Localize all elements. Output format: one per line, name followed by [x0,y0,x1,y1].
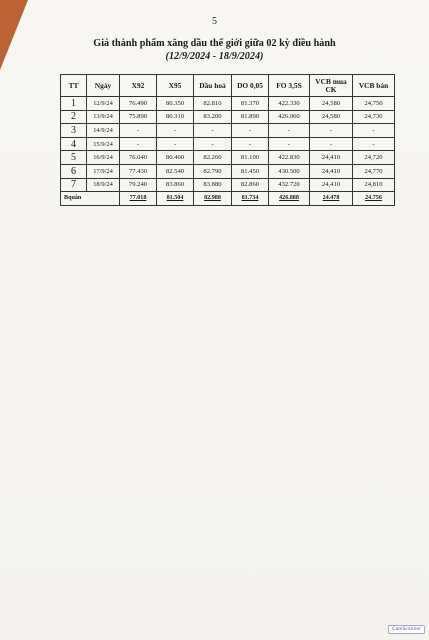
cell-fuel-oil: 422.830 [269,151,310,165]
cell-x95: 82.540 [157,164,194,178]
header-diesel: DO 0,05 [232,75,269,97]
cell-fuel-oil: 432.720 [269,178,310,192]
cell-vcb-buy: 24,410 [310,151,353,165]
cell-vcb-buy: 24,580 [310,110,353,124]
header-kerosene: Dầu hoả [194,75,232,97]
cell-vcb-sell: 24,770 [353,164,395,178]
header-x95: X95 [157,75,194,97]
cell-tt: 3 [61,124,87,138]
cell-tt: 5 [61,151,87,165]
header-fuel-oil: FO 3,5S [269,75,310,97]
average-fuel-oil: 426.888 [269,192,310,206]
cell-date: 16/9/24 [87,151,120,165]
cell-tt: 2 [61,110,87,124]
cell-tt: 7 [61,178,87,192]
table-row [61,97,395,111]
cell-tt: 1 [61,97,87,111]
cell-diesel: 81.370 [232,97,269,111]
table-row [61,124,395,138]
cell-fuel-oil: 426.060 [269,110,310,124]
cell-date: 18/9/24 [87,178,120,192]
page-number: 5 [212,16,217,27]
cell-diesel: 81.100 [232,151,269,165]
cell-vcb-buy: 24,410 [310,178,353,192]
cell-kerosene: 82.260 [194,151,232,165]
cell-x92: 75.890 [120,110,157,124]
cell-x92: 77.430 [120,164,157,178]
table-row [61,110,395,124]
table-row [61,151,395,165]
average-diesel: 81.734 [232,192,269,206]
cell-vcb-buy: - [310,137,353,151]
table-row [61,178,395,192]
cell-fuel-oil: - [269,137,310,151]
cell-kerosene: - [194,124,232,138]
cell-vcb-sell: - [353,124,395,138]
header-date: Ngày [87,75,120,97]
cell-date: 14/9/24 [87,124,120,138]
average-row [61,192,395,206]
cell-fuel-oil: - [269,124,310,138]
header-vcb-sell: VCB bán [353,75,395,97]
cell-vcb-sell: 24,730 [353,110,395,124]
cell-fuel-oil: 430.500 [269,164,310,178]
cell-kerosene: - [194,137,232,151]
average-kerosene: 82.988 [194,192,232,206]
cell-vcb-buy: 24,410 [310,164,353,178]
cell-tt: 6 [61,164,87,178]
cell-vcb-buy: - [310,124,353,138]
cell-x92: - [120,124,157,138]
average-x95: 81.504 [157,192,194,206]
cell-diesel: - [232,124,269,138]
cell-date: 17/9/24 [87,164,120,178]
cell-kerosene: 83.880 [194,178,232,192]
average-vcb-buy: 24.478 [310,192,353,206]
header-vcb-buy: VCB mua CK [310,75,353,97]
table-body [61,97,395,206]
average-x92: 77.018 [120,192,157,206]
cell-fuel-oil: 422.330 [269,97,310,111]
fuel-price-table [60,74,395,206]
cell-kerosene: 82.810 [194,97,232,111]
cell-x92: 76.490 [120,97,157,111]
scanner-stamp: CamScanner [388,625,425,634]
table-row [61,164,395,178]
average-vcb-sell: 24.756 [353,192,395,206]
average-label: Bquân [61,192,120,206]
cell-x95: 80.310 [157,110,194,124]
cell-x95: - [157,137,194,151]
cell-x92: 79.240 [120,178,157,192]
cell-x92: - [120,137,157,151]
cell-vcb-sell: 24,720 [353,151,395,165]
cell-tt: 4 [61,137,87,151]
cell-vcb-sell: 24,810 [353,178,395,192]
cell-date: 12/9/24 [87,97,120,111]
cell-vcb-sell: 24,750 [353,97,395,111]
table-header-row [61,75,395,97]
cell-x95: - [157,124,194,138]
cell-diesel: - [232,137,269,151]
cell-vcb-sell: - [353,137,395,151]
cell-date: 13/9/24 [87,110,120,124]
cell-diesel: 82.860 [232,178,269,192]
cell-diesel: 81.890 [232,110,269,124]
cell-diesel: 81.450 [232,164,269,178]
cell-kerosene: 83.200 [194,110,232,124]
cell-vcb-buy: 24,580 [310,97,353,111]
cell-x92: 76.040 [120,151,157,165]
cell-kerosene: 82.790 [194,164,232,178]
cell-x95: 80.350 [157,97,194,111]
cell-x95: 80.460 [157,151,194,165]
cell-date: 15/9/24 [87,137,120,151]
page-title: Giá thành phẩm xăng dầu thế giới giữa 02 kỳ điều hành [93,38,336,49]
table-row [61,137,395,151]
header-x92: X92 [120,75,157,97]
cell-x95: 83.860 [157,178,194,192]
header-tt: TT [61,75,87,97]
page-subtitle: (12/9/2024 - 18/9/2024) [165,51,264,62]
